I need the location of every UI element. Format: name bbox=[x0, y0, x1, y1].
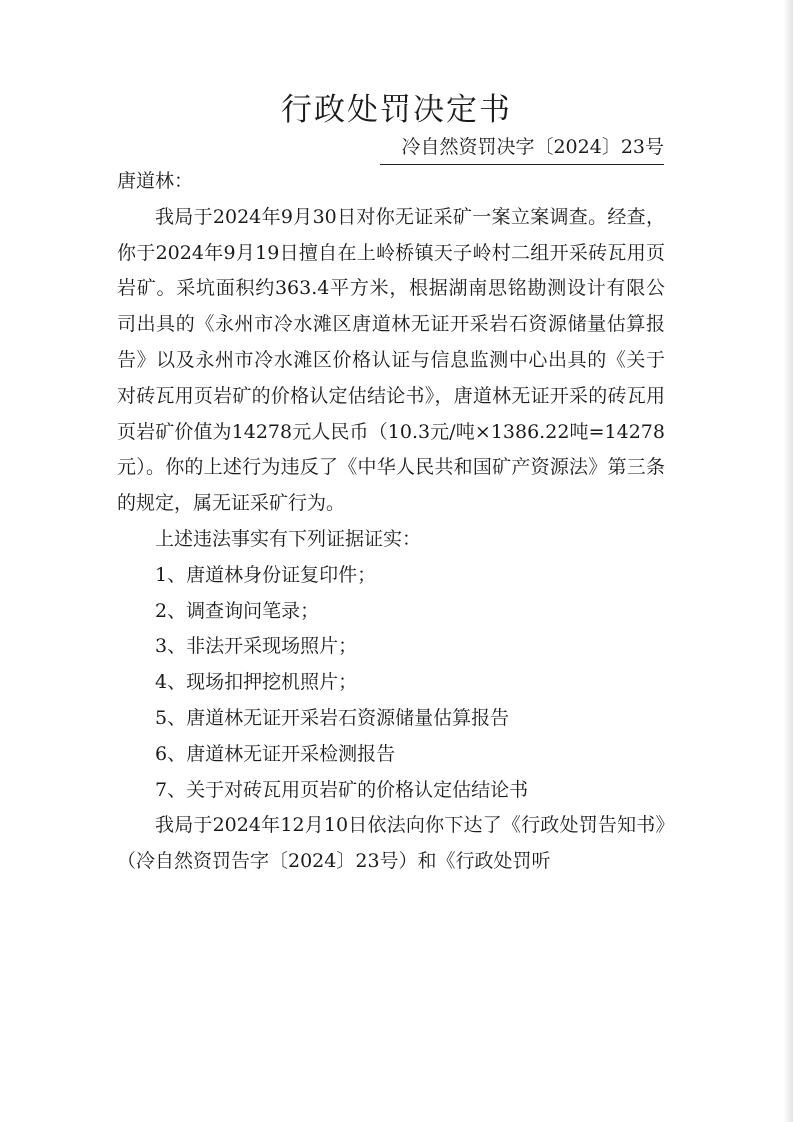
document-body bbox=[117, 164, 665, 880]
evidence-item: 5、唐道林无证开采岩石资源储量估算报告 bbox=[155, 706, 510, 729]
evidence-item: 6、唐道林无证开采检测报告 bbox=[155, 742, 396, 765]
document-number: 冷自然资罚决字〔2024〕23号 bbox=[380, 132, 664, 165]
facts-paragraph: 我局于2024年9月30日对你无证采矿一案立案调查。经查，你于2024年9月19日擅自在上岭桥镇天子岭村二组开采砖瓦用页岩矿。采坑面积约363.4平方米，根据湖南思铭勘测设计有限公司出具的《永州市冷水滩区唐道林无证开采岩石资源储量估算报告》以及永州市冷水滩区价格认证与信息监测中心出具的《关于对砖瓦用页岩矿的价格认定估结论书》，唐道林无证开采的砖瓦用页岩矿价值为14278元人民币（10.3元/吨×1386.22吨=14278元）。你的上述行为违反了《中华人民共和国矿产资源法》第三条的规定，属无证采矿行为。 bbox=[117, 205, 665, 515]
evidence-item: 2、调查询问笔录； bbox=[155, 599, 320, 622]
scan-edge-shadow bbox=[783, 0, 793, 1122]
evidence-item: 1、唐道林身份证复印件； bbox=[155, 563, 377, 586]
evidence-item: 3、非法开采现场照片； bbox=[155, 635, 358, 658]
evidence-item: 7、关于对砖瓦用页岩矿的价格认定估结论书 bbox=[155, 778, 529, 801]
notice-paragraph: 我局于2024年12月10日依法向你下达了《行政处罚告知书》（冷自然资罚告字〔2024〕23号）和《行政处罚听 bbox=[117, 814, 665, 873]
evidence-list bbox=[117, 558, 665, 809]
document-title: 行政处罚决定书 bbox=[281, 92, 512, 128]
evidence-intro: 上述违法事实有下列证据证实： bbox=[155, 527, 422, 550]
addressee: 唐道林： bbox=[117, 170, 194, 192]
evidence-item: 4、现场扣押挖机照片； bbox=[155, 671, 358, 694]
